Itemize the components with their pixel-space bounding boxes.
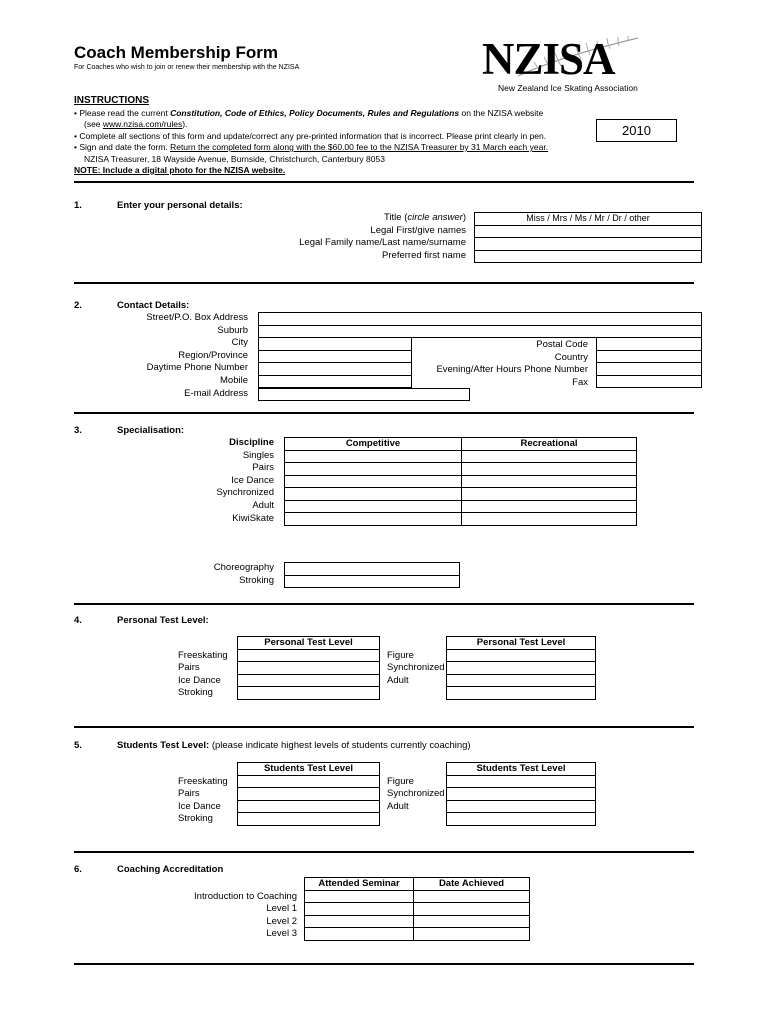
- discipline-label: Discipline: [229, 437, 274, 448]
- pairs-label: Pairs: [178, 788, 200, 800]
- instruction-1: • Please read the current Constitution, Code of Ethics, Policy Documents, Rules and Regulations on the NZISA website: [74, 108, 544, 118]
- students-test-left-table: [237, 762, 380, 826]
- students-test-level-header: Students Test Level: [447, 763, 596, 776]
- family-name-field[interactable]: [475, 238, 702, 251]
- year-box: 2010: [596, 119, 677, 142]
- adult-field[interactable]: [447, 800, 596, 813]
- section-5-number: 5.: [74, 740, 82, 751]
- stroking-label: Stroking: [239, 574, 274, 586]
- fax-label: Fax: [572, 376, 588, 388]
- pairs-field[interactable]: [238, 662, 380, 675]
- contact-right-fields: [596, 337, 702, 388]
- section-1-number: 1.: [74, 200, 82, 211]
- section-1-title: Enter your personal details:: [117, 200, 243, 211]
- singles-competitive-cell[interactable]: [285, 450, 462, 463]
- preferred-name-label: Preferred first name: [382, 249, 466, 261]
- adult-label: Adult: [252, 500, 274, 511]
- section-3-number: 3.: [74, 425, 82, 436]
- synchronized-label: Synchronized: [387, 788, 445, 800]
- synchronized-competitive-cell[interactable]: [285, 488, 462, 501]
- instruction-2: • Complete all sections of this form and update/correct any pre-printed information that is incorrect. Please print clearly in pen.: [74, 131, 547, 141]
- ice-dance-label: Ice Dance: [178, 800, 221, 812]
- freeskating-label: Freeskating: [178, 649, 228, 661]
- section-2-number: 2.: [74, 300, 82, 311]
- synchronized-recreational-cell[interactable]: [462, 488, 637, 501]
- mobile-label: Mobile: [220, 375, 248, 386]
- nzisa-logo: [478, 32, 648, 84]
- level-3-label: Level 3: [266, 928, 297, 940]
- title-label: Title (circle answer): [383, 212, 466, 223]
- personal-details-fields: [474, 212, 702, 263]
- freeskating-label: Freeskating: [178, 775, 228, 787]
- treasurer-address: NZISA Treasurer, 18 Wayside Avenue, Burnside, Christchurch, Canterbury 8053: [84, 154, 385, 164]
- photo-note: NOTE: Include a digital photo for the NZISA website.: [74, 165, 286, 175]
- personal-test-right-table: [446, 636, 596, 700]
- divider: [74, 851, 694, 853]
- city-field[interactable]: [259, 338, 412, 351]
- figure-field[interactable]: [447, 649, 596, 662]
- form-title: Coach Membership Form: [74, 43, 279, 62]
- divider: [74, 726, 694, 728]
- figure-label: Figure: [387, 775, 414, 787]
- first-names-label: Legal First/give names: [370, 224, 466, 236]
- country-label: Country: [554, 351, 588, 363]
- section-2-title: Contact Details:: [117, 300, 190, 311]
- title-options-field[interactable]: Miss / Mrs / Ms / Mr / Dr / other: [475, 213, 702, 226]
- attended-seminar-header: Attended Seminar: [305, 878, 414, 891]
- divider: [74, 282, 694, 284]
- preferred-name-field[interactable]: [475, 250, 702, 263]
- adult-recreational-cell[interactable]: [462, 500, 637, 513]
- level-1-date-cell[interactable]: [414, 903, 530, 916]
- students-test-level-header: Students Test Level: [238, 763, 380, 776]
- pairs-label: Pairs: [178, 662, 200, 674]
- adult-label: Adult: [387, 800, 409, 812]
- competitive-header: Competitive: [285, 438, 462, 451]
- section-6-title: Coaching Accreditation: [117, 864, 224, 875]
- bullet-icon: •: [74, 108, 80, 118]
- evening-phone-field[interactable]: [597, 363, 702, 376]
- stroking-field[interactable]: [285, 575, 460, 588]
- intro-attended-cell[interactable]: [305, 890, 414, 903]
- family-name-label: Legal Family name/Last name/surname: [299, 237, 466, 249]
- divider: [74, 963, 694, 965]
- singles-recreational-cell[interactable]: [462, 450, 637, 463]
- adult-field[interactable]: [447, 674, 596, 687]
- figure-label: Figure: [387, 649, 414, 661]
- postal-code-field[interactable]: [597, 338, 702, 351]
- region-field[interactable]: [259, 350, 412, 363]
- personal-test-left-table: [237, 636, 380, 700]
- synchronized-field[interactable]: [447, 662, 596, 675]
- ice-dance-label: Ice Dance: [231, 474, 274, 486]
- region-label: Region/Province: [178, 349, 248, 361]
- adult-competitive-cell[interactable]: [285, 500, 462, 513]
- level-3-attended-cell[interactable]: [305, 928, 414, 941]
- choreography-label: Choreography: [213, 562, 274, 573]
- suburb-label: Suburb: [217, 324, 248, 336]
- kiwiskate-competitive-cell[interactable]: [285, 513, 462, 526]
- pairs-field[interactable]: [238, 788, 380, 801]
- freeskating-field[interactable]: [238, 775, 380, 788]
- level-1-attended-cell[interactable]: [305, 903, 414, 916]
- adult-label: Adult: [387, 674, 409, 686]
- fax-field[interactable]: [597, 375, 702, 388]
- pairs-competitive-cell[interactable]: [285, 463, 462, 476]
- recreational-header: Recreational: [462, 438, 637, 451]
- kiwiskate-recreational-cell[interactable]: [462, 513, 637, 526]
- divider: [74, 603, 694, 605]
- ice-dance-competitive-cell[interactable]: [285, 475, 462, 488]
- section-6-number: 6.: [74, 864, 82, 875]
- synchronized-label: Synchronized: [387, 662, 445, 674]
- instructions-heading: INSTRUCTIONS: [74, 95, 149, 106]
- day-phone-label: Daytime Phone Number: [146, 362, 248, 374]
- bullet-icon: •: [74, 142, 80, 152]
- intro-coaching-label: Introduction to Coaching: [194, 890, 297, 902]
- first-names-field[interactable]: [475, 225, 702, 238]
- singles-label: Singles: [242, 449, 274, 461]
- association-name: New Zealand Ice Skating Association: [498, 83, 638, 93]
- logo-text: NZISA: [482, 34, 615, 84]
- ice-dance-field[interactable]: [238, 800, 380, 813]
- level-1-label: Level 1: [266, 903, 297, 915]
- synchronized-label: Synchronized: [216, 487, 274, 499]
- stroking-field[interactable]: [238, 813, 380, 826]
- level-3-date-cell[interactable]: [414, 928, 530, 941]
- specialisation-table: [284, 437, 637, 526]
- email-label: E-mail Address: [184, 387, 248, 399]
- level-2-attended-cell[interactable]: [305, 915, 414, 928]
- pairs-recreational-cell[interactable]: [462, 463, 637, 476]
- level-2-label: Level 2: [266, 915, 297, 927]
- date-achieved-header: Date Achieved: [414, 878, 530, 891]
- empty-field[interactable]: [447, 687, 596, 700]
- street-field[interactable]: [258, 312, 702, 326]
- city-label: City: [231, 337, 248, 349]
- personal-test-level-header: Personal Test Level: [447, 637, 596, 650]
- stroking-label: Stroking: [178, 687, 213, 699]
- empty-field[interactable]: [447, 813, 596, 826]
- divider: [74, 412, 694, 414]
- students-test-right-table: [446, 762, 596, 826]
- ice-dance-label: Ice Dance: [178, 674, 221, 686]
- choreography-field[interactable]: [285, 563, 460, 576]
- figure-field[interactable]: [447, 775, 596, 788]
- contact-left-fields: [258, 337, 412, 388]
- coaching-accreditation-table: [304, 877, 530, 941]
- day-phone-field[interactable]: [259, 363, 412, 376]
- suburb-field[interactable]: [258, 325, 702, 339]
- rules-link[interactable]: www.nzisa.com/rules: [102, 119, 183, 129]
- instruction-1-link-line: (see www.nzisa.com/rules).: [84, 119, 188, 129]
- stroking-field[interactable]: [238, 687, 380, 700]
- street-label: Street/P.O. Box Address: [146, 312, 248, 323]
- intro-date-cell[interactable]: [414, 890, 530, 903]
- synchronized-field[interactable]: [447, 788, 596, 801]
- personal-test-level-header: Personal Test Level: [238, 637, 380, 650]
- level-2-date-cell[interactable]: [414, 915, 530, 928]
- mobile-field[interactable]: [259, 375, 412, 388]
- country-field[interactable]: [597, 350, 702, 363]
- section-4-title: Personal Test Level:: [117, 615, 209, 626]
- stroking-label: Stroking: [178, 813, 213, 825]
- divider: [74, 181, 694, 183]
- instruction-3: • Sign and date the form. Return the completed form along with the $60.00 fee to the NZISA Treasurer by 31 March each year.: [74, 142, 549, 152]
- freeskating-field[interactable]: [238, 649, 380, 662]
- form-subtitle: For Coaches who wish to join or renew their membership with the NZISA: [74, 64, 300, 71]
- evening-phone-label: Evening/After Hours Phone Number: [436, 364, 588, 376]
- section-4-number: 4.: [74, 615, 82, 626]
- ice-dance-field[interactable]: [238, 674, 380, 687]
- section-3-title: Specialisation:: [117, 425, 185, 436]
- section-5-title: Students Test Level: (please indicate highest levels of students currently coaching): [117, 740, 471, 751]
- ice-dance-recreational-cell[interactable]: [462, 475, 637, 488]
- email-field[interactable]: [258, 388, 470, 402]
- bullet-icon: •: [74, 131, 80, 141]
- kiwiskate-label: KiwiSkate: [232, 512, 274, 524]
- choreography-stroking-fields: [284, 562, 460, 588]
- postal-code-label: Postal Code: [536, 339, 588, 350]
- pairs-label: Pairs: [252, 462, 274, 474]
